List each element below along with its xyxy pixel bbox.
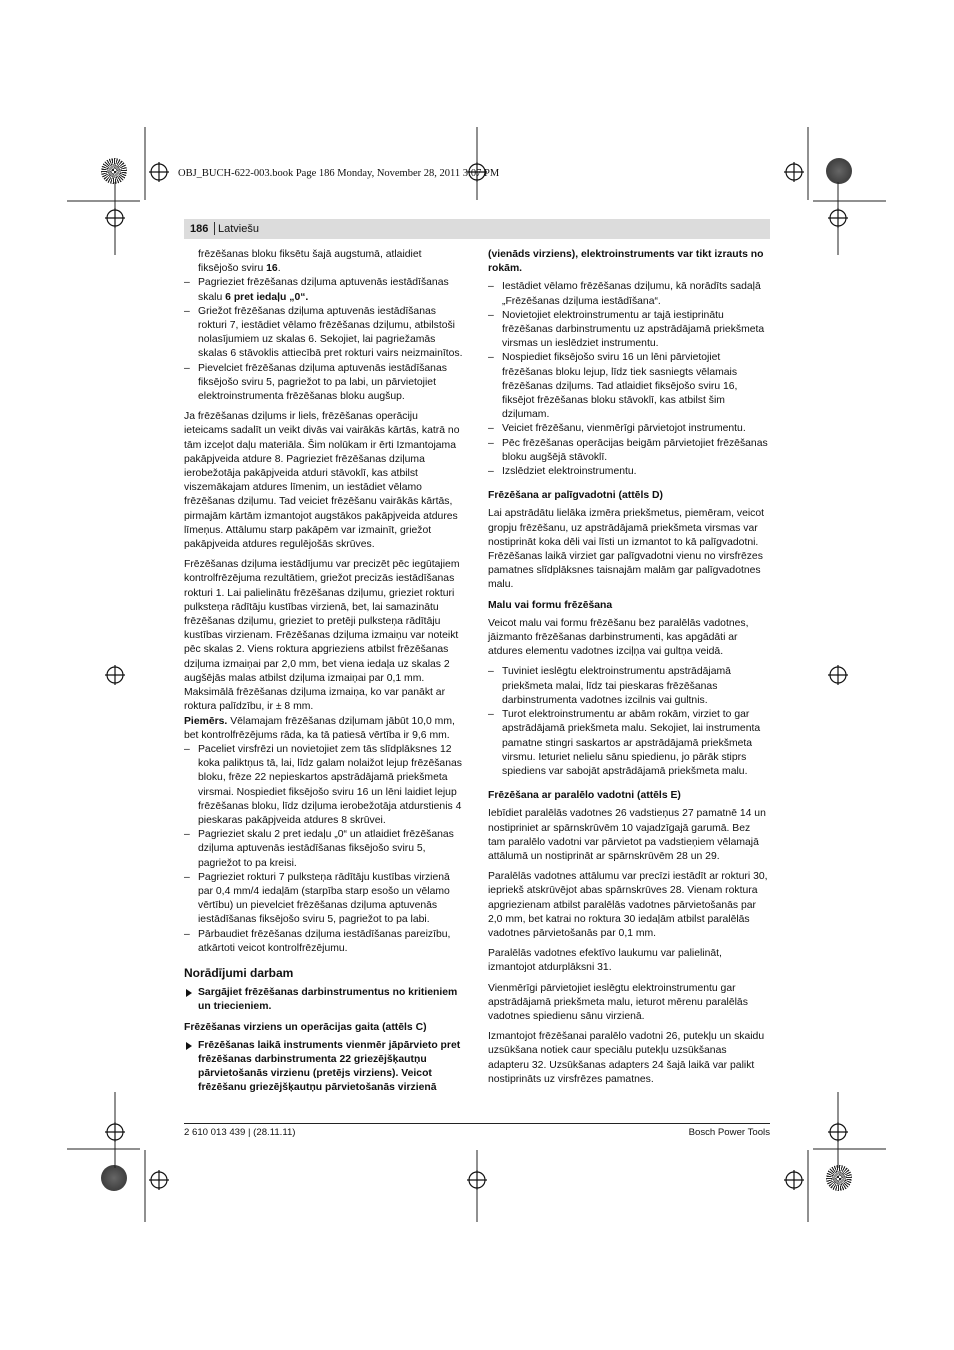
subsection-heading: Frēzēšana ar palīgvadotni (attēls D) (488, 490, 663, 502)
paragraph: Paralēlās vadotnes efektīvo laukumu var palielināt, izmantojot atdurplāksni 31. (488, 948, 722, 974)
warning-note: Sargājiet frēzēšanas darbinstrumentus no kritieniem un triecieniem. (184, 986, 464, 1014)
paragraph: Izmantojot frēzēšanai paralēlo vadotni 26, putekļu un skaidu uzsūkšana notiek caur speciālu putekļu uzsūkšanas adapteru 32. Uzsūkšanas adapters 24 šajā laikā var palikt nostiprināts uz virsfrēzes pamatnes. (488, 1031, 765, 1085)
list-item: – Paceliet virsfrēzi un novietojiet zem tās slīdplāksnes 12 koka paliktņus tā, lai, līdz galam nolaižot lejup frēzēšanas bloku, frēze 22 nepieskartos apstrādājamā priekšmeta virsmai. Nospiediet fiksējošo sviru 16 un lēni laidiet lejup frēzēšanas bloku, līdz dziļuma ierobežotāja atdurstienis 4 pieskaras pakāpjveida atdures 8 skrūvei. (184, 743, 464, 828)
paragraph: Frēzēšanas dziļuma iestādījumu var precizēt pēc iegūtajiem kontrolfrēzējuma rezultātiem, griežot precizās iestādīšanas rokturi 1. Lai palielinātu frēzēšanas dziļumu, grieziet rokturi pulksteņa rādītāju kustības virzienā, bet, lai samazinātu frēzēšanas dziļumu, grieziet to pretēji pulksteņa rādītāju kustības virzienam. Frēzēšanas dziļuma izmaiņu var noteikt pēc skalas 2. Viens rokturа apgrieziens atbilst frēzēšanas dziļuma izmaiņai par 2,0 mm, bet viena iedaļa uz skalas 2 augšējās malas atbilst dziļuma izmaiņai par 0,1 mm. Maksimālā frēzēšanas dziļuma izmaiņa, ko var panākt ar roktura palīdzību, ir ± 8 mm. (184, 559, 460, 713)
page-header (184, 219, 770, 239)
list-item: – Griežot frēzēšanas dziļuma aptuvenās iestādīšanas rokturi 7, iestādiet vēlamo frēzēšanas dziļumu, atbilstoši nolasījumiem uz skalas 6. Sekojiet, lai pagriežamās skalas 6 stāvoklis attiecībā pret rokturi vairs neizmainītos. (184, 305, 464, 362)
footer-rule (184, 1123, 770, 1124)
paragraph: Vienmērīgi pārvietojiet ieslēgtu elektroinstrumentu gar apstrādājamā priekšmeta malu, ieturot mērenu paralēlās vadotnes spiedienu sānu virzienā. (488, 982, 748, 1022)
warning-note: Frēzēšanas laikā instruments vienmēr jāpārvieto pret frēzēšanas darbinstrumenta 22 griezējšķautņu pārvietošanās virzienu (pretējs virziens). Veicot frēzēšanu griezējšķautņu pārvietošanās virzienā (184, 1039, 464, 1096)
book-info-line: OBJ_BUCH-622-003.book Page 186 Monday, November 28, 2011 3:07 PM (178, 168, 500, 179)
left-column (184, 248, 464, 1102)
paragraph: Iebīdiet paralēlās vadotnes 26 vadstieņus 27 pamatnē 14 un nostipriniet ar spārnskrūvēm 10 vajadzīgajā garumā. Bez tam paralēlo vadotni var pārvietot pa vadstieņiem vēlamajā attālumā un nostiprināt ar spārnskrūvēm 28 un 29. (488, 808, 766, 862)
subsection-heading: Frēzēšana ar paralēlo vadotni (attēls E) (488, 790, 681, 802)
list-item: – Pagrieziet frēzēšanas dziļuma aptuvenās iestādīšanas skalu 6 pret iedaļu „0“. (184, 276, 464, 304)
list-item: – Pagrieziet skalu 2 pret iedaļu „0“ un atlaidiet frēzēšanas dziļuma aptuvenās iestādīšanas fiksējošo sviru 5, pagriežot to pa kreisi. (184, 828, 464, 871)
section-heading: Norādījumi darbam (184, 965, 294, 980)
list-item: – Pārbaudiet frēzēšanas dziļuma iestādīšanas pareizību, atkārtoti veicot kontrolfrēzējumu. (184, 928, 464, 956)
list-item: – Tuviniet ieslēgtu elektroinstrumentu apstrādājamā priekšmeta malai, līdz tai pieskaras frēzēšanas darbinstrumenta vadotnes izcilnis vai gultnis. (488, 665, 770, 708)
list-item: – Nospiediet fiksējošo sviru 16 un lēni pārvietojiet frēzēšanas bloku lejup, līdz tiek sasniegts vēlamais frēzēšanas dziļums. Tad atlaidiet fiksējošo sviru 16, fiksējot frēzēšanas bloku stāvoklī, kas atbilst šim dziļumam. (488, 351, 770, 422)
paragraph: Veicot malu vai formu frēzēšanu bez paralēlās vadotnes, jāizmanto frēzēšanas darbinstrumenti, kas apgādāti ar atdures elementu vadotnes izciļņa vai gultņa veidā. (488, 617, 749, 658)
paragraph: Paralēlās vadotnes attālumu var precīzi iestādīt ar rokturi 30, iepriekš atskrūvējot abas spārnskrūves 28. Vienam roktura apgriezienam atbilst paralēlās vadotnes pārvietošanās par 2,0 mm, bet katrai no roktura 30 iedaļām atbilst paralēlās vadotnes pārvietošanās par 0,1 mm. (488, 871, 768, 939)
page-language: Latviešu (218, 223, 259, 235)
paragraph: frēzēšanas bloku fiksētu šajā augstumā, atlaidiet fiksējošo sviru 16. (198, 249, 422, 275)
footer-code: 2 610 013 439 | (28.11.11) (184, 1127, 296, 1138)
list-item: – Iestādiet vēlamo frēzēšanas dziļumu, kā norādīts sadaļā „Frēzēšanas dziļuma iestādīšana“. (488, 280, 770, 308)
subsection-heading: Frēzēšanas virziens un operācijas gaita (attēls C) (184, 1021, 427, 1033)
list-item: – Turot elektroinstrumentu ar abām rokām, virziet to gar apstrādājamā priekšmeta malu. Sekojiet, lai instrumenta pamatne stingri saskartos ar apstrādājamā priekšmeta virsmu. Ieturiet nelielu sānu spiedienu, jo pārāk stiprs spiediens var sabojāt apstrādājamā priekšmeta malu. (488, 708, 770, 779)
list-item: – Veiciet frēzēšanu, vienmērīgi pārvietojot instrumentu. (488, 422, 770, 436)
list-item: – Pagrieziet rokturi 7 pulksteņa rādītāju kustības virzienā par 0,4 mm/4 iedaļām (starpība starp esošo un vēlamo vērtību) un pievelciet frēzēšanas dziļuma aptuvenās iestādīšanas fiksējošo sviru 5, pagriežot to pa labi. (184, 871, 464, 928)
list-item: – Novietojiet elektroinstrumentu ar tajā iestiprinātu frēzēšanas darbinstrumentu uz apstrādājamā priekšmeta virsmas un ieslēdziet instrumentu. (488, 309, 770, 352)
header-separator (214, 222, 215, 235)
paragraph: Ja frēzēšanas dziļums ir liels, frēzēšanas operāciju ieteicams sadalīt un veikt divās vai vairākās kārtās, katrā no tām izceļot daļu materiāla. Šim nolūkam ir ērti Izmantojama pakāpjveida atdure 8. Pagrieziet frēzēšanas dziļuma ierobežotāja pakāpjveida atduri stāvoklī, kas atbilst viszemākajam atdures līmenim, un iestādiet vēlamo frēzēšanas dziļumu. Tad veiciet frēzēšanu vairākās kārtās, pirmajām kārtām izmantojot augstākos pakāpjveida atdures līmeņus. Attālumu starp pakāpēm var izmainīt, griežot pakāpjveida atdures regulējošās skrūves. (184, 411, 460, 551)
example-paragraph: Piemērs. Vēlamajam frēzēšanas dziļumam jābūt 10,0 mm, bet kontrolfrēzējums rāda, ka tā patiesā vērtība ir 9,6 mm. (184, 715, 455, 741)
paragraph: Lai apstrādātu lielāka izmēra priekšmetus, piemēram, veicot gropju frēzēšanu, uz apstrādājamā priekšmeta virsmas var nostiprināt koka dēli vai līsti un izmantot to kā palīgvadotni. Frēzēšanas laikā virziet gar palīgvadotni vienu no virsfrēzes pamatnes slīdplāksnes taisnajām malām gar palīgvadotnes malu. (488, 508, 765, 591)
right-column (488, 248, 770, 1093)
paragraph: (vienāds virziens), elektroinstruments var tikt izrauts no rokām. (488, 249, 764, 275)
list-item: – Pievelciet frēzēšanas dziļuma aptuvenās iestādīšanas fiksējošo sviru 5, pagriežot to pa labi, un pārvietojiet elektroinstrumenta frēzēšanas bloku augšup. (184, 362, 464, 405)
subsection-heading: Malu vai formu frēzēšana (488, 599, 613, 611)
page-number: 186 (190, 223, 209, 235)
list-item: – Pēc frēzēšanas operācijas beigām pārvietojiet frēzēšanas bloku augšējā stāvoklī. (488, 437, 770, 465)
list-item: – Izslēdziet elektroinstrumentu. (488, 465, 770, 479)
footer-brand: Bosch Power Tools (688, 1127, 770, 1138)
